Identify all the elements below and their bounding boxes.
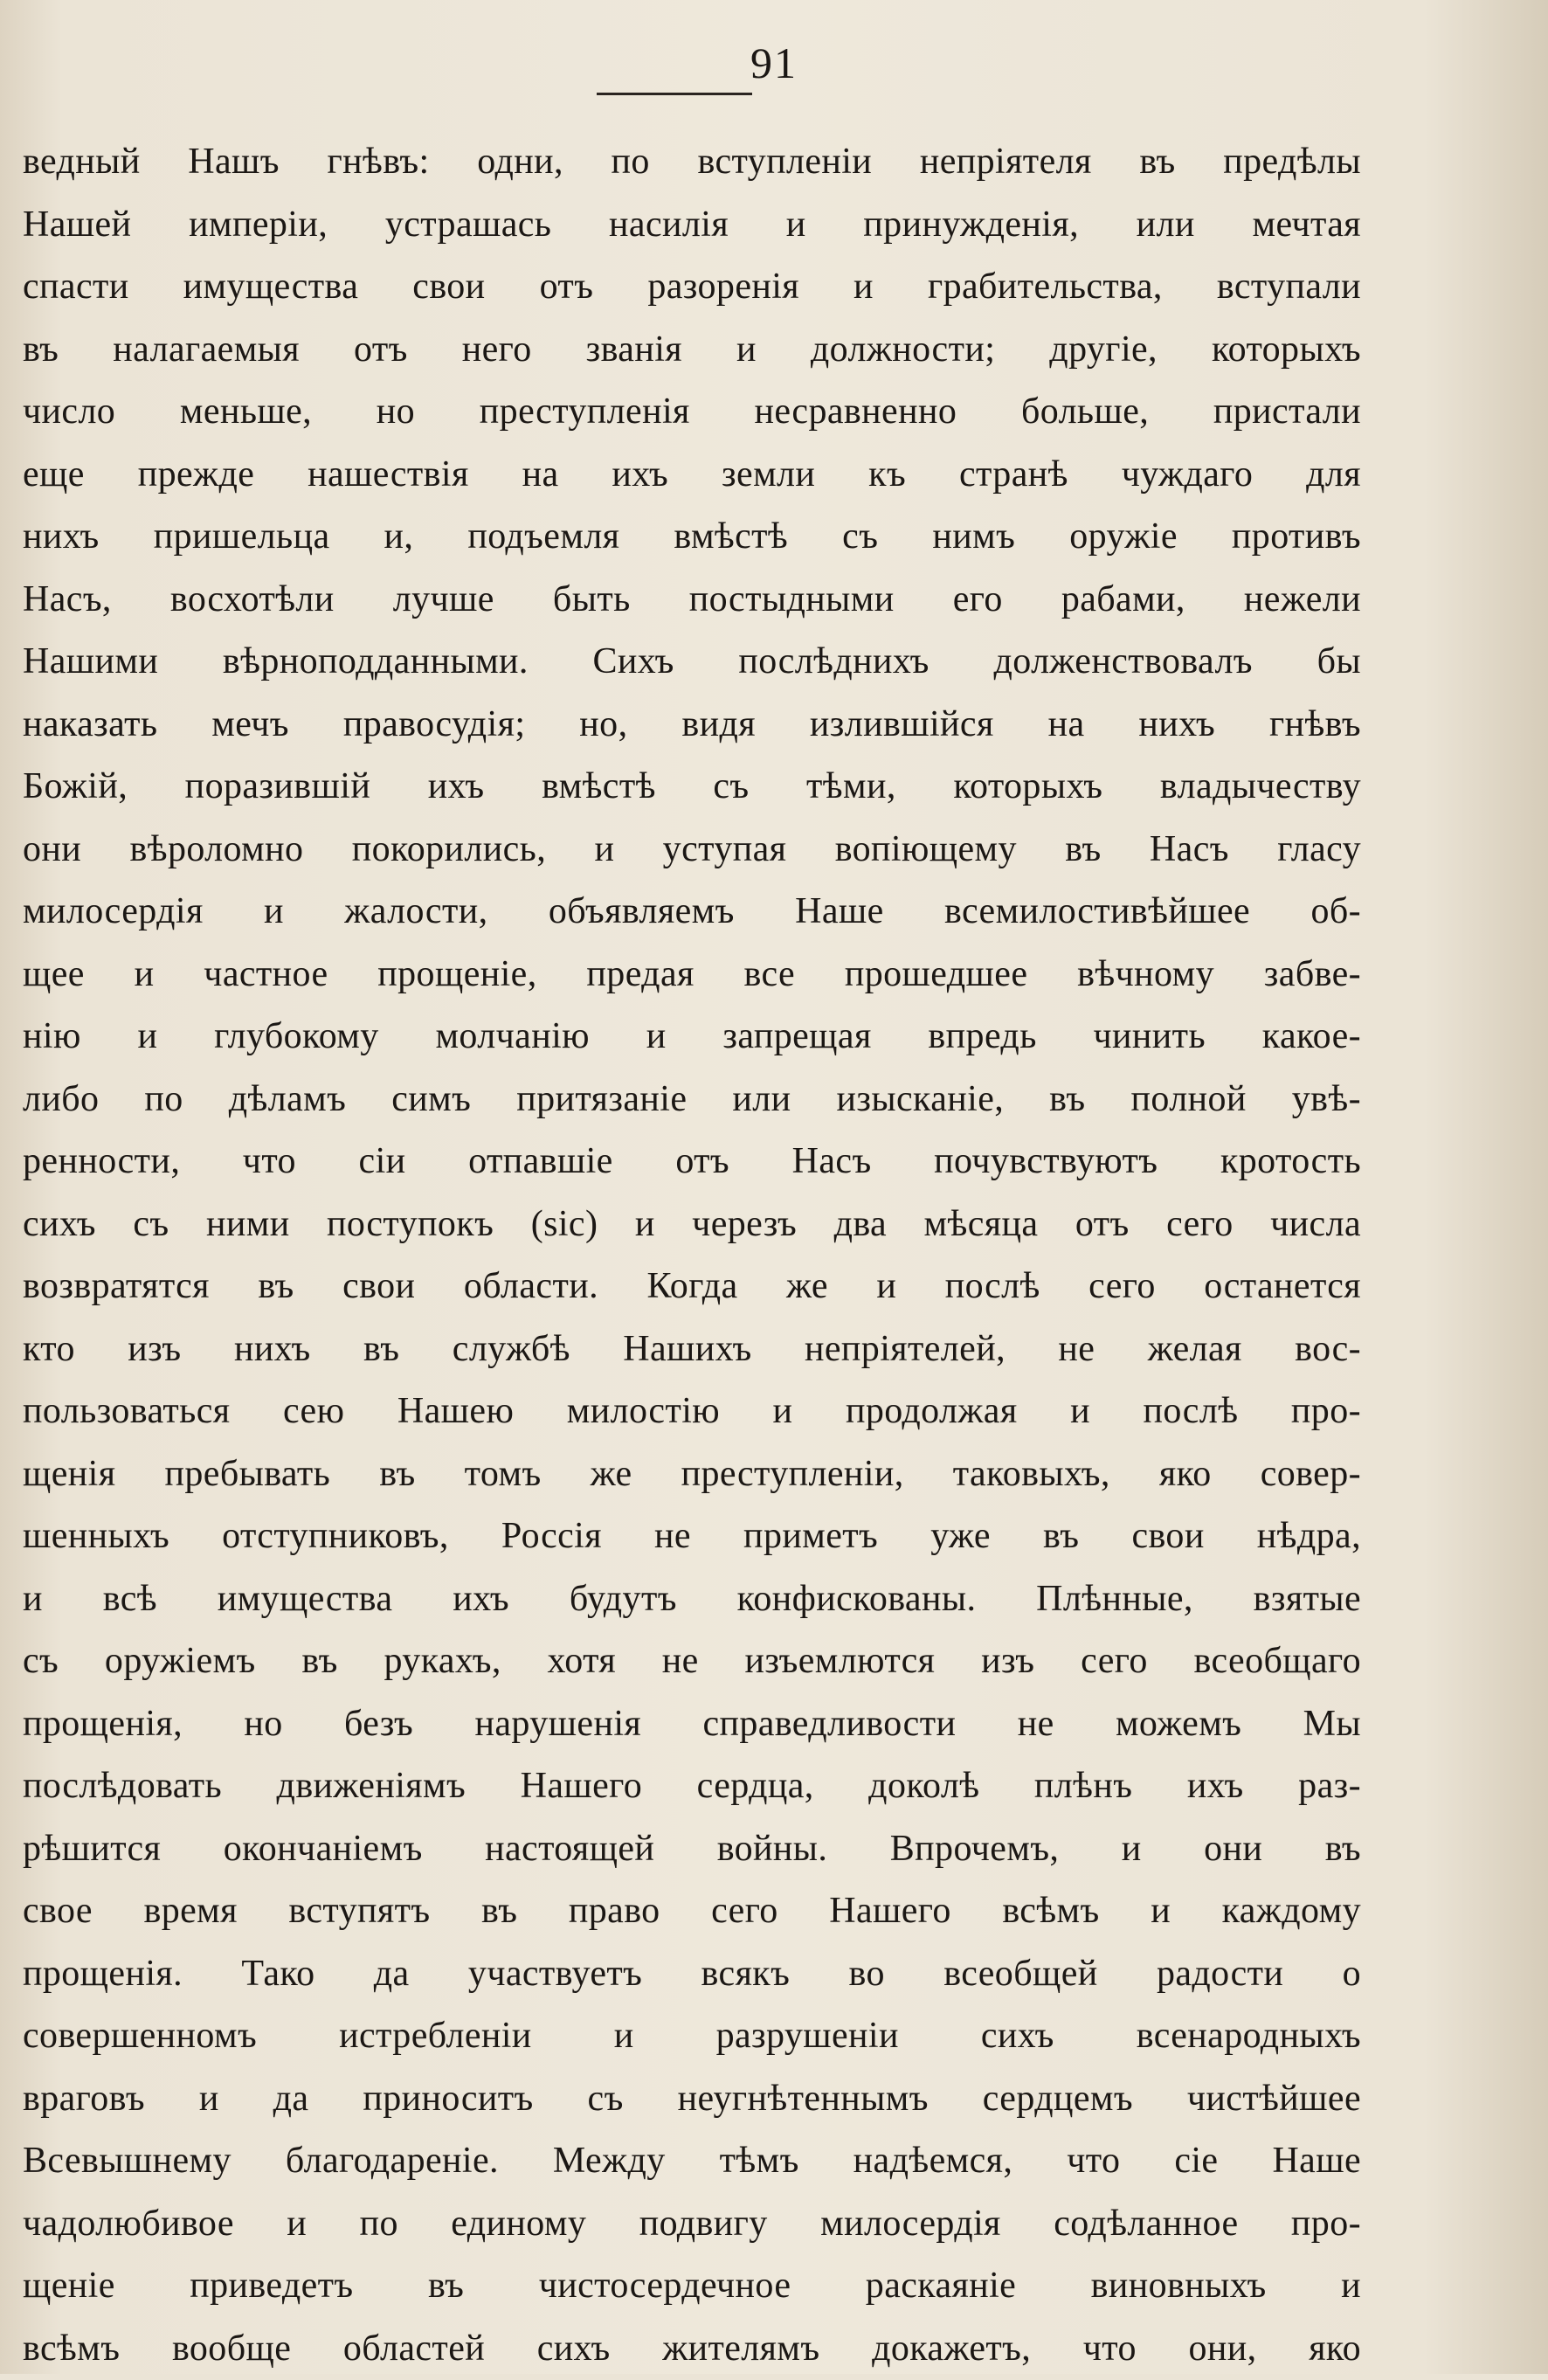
text-line: Божій, поразившій ихъ вмѣстѣ съ тѣми, которыхъ владычеству xyxy=(23,756,1361,819)
text-line: ренности, что сіи отпавшіе отъ Насъ почувствуютъ кротость xyxy=(23,1131,1361,1193)
header-rule xyxy=(597,93,752,95)
text-line: Нашими вѣрноподданными. Сихъ послѣднихъ долженствовалъ бы xyxy=(23,631,1361,694)
text-line: сихъ съ ними поступокъ (sic) и черезъ два мѣсяца отъ сего числа xyxy=(23,1193,1361,1256)
text-line: ведный Нашъ гнѣвъ: одни, по вступленіи непріятеля въ предѣлы xyxy=(23,131,1361,194)
text-line: пользоваться сею Нашею милостію и продолжая и послѣ про- xyxy=(23,1380,1361,1443)
body-text xyxy=(23,131,1361,2380)
text-line: шенныхъ отступниковъ, Россія не приметъ уже въ свои нѣдра, xyxy=(23,1505,1361,1568)
text-line: въ налагаемыя отъ него званія и должности; другіе, которыхъ xyxy=(23,319,1361,382)
text-line: число меньше, но преступленія несравненно больше, пристали xyxy=(23,381,1361,444)
text-line: послѣдовать движеніямъ Нашего сердца, доколѣ плѣнъ ихъ раз- xyxy=(23,1755,1361,1818)
text-line: кто изъ нихъ въ службѣ Нашихъ непріятелей, не желая вос- xyxy=(23,1318,1361,1381)
text-line: спасти имущества свои отъ разоренія и грабительства, вступали xyxy=(23,256,1361,319)
text-line: свое время вступятъ въ право сего Нашего всѣмъ и каждому xyxy=(23,1880,1361,1943)
text-line: щее и частное прощеніе, предая все прошедшее вѣчному забве- xyxy=(23,944,1361,1007)
text-line: нихъ пришельца и, подъемля вмѣстѣ съ нимъ оружіе противъ xyxy=(23,506,1361,569)
text-line: и всѣ имущества ихъ будутъ конфискованы. Плѣнные, взятые xyxy=(23,1568,1361,1631)
text-line: возвратятся въ свои области. Когда же и послѣ сего останется xyxy=(23,1256,1361,1318)
text-line: милосердія и жалости, объявляемъ Наше всемилостивѣйшее об- xyxy=(23,881,1361,944)
text-line: еще прежде нашествія на ихъ земли къ странѣ чуждаго для xyxy=(23,444,1361,507)
text-line: прощенія, но безъ нарушенія справедливости не можемъ Мы xyxy=(23,1693,1361,1756)
text-line: щеніе приведетъ въ чистосердечное раскаяніе виновныхъ и xyxy=(23,2255,1361,2318)
text-line: чадолюбивое и по единому подвигу милосердія содѣланное про- xyxy=(23,2193,1361,2256)
page-number: 91 xyxy=(0,37,1548,89)
text-line: нію и глубокому молчанію и запрещая впредь чинить какое- xyxy=(23,1006,1361,1069)
text-line: щенія пребывать въ томъ же преступленіи, таковыхъ, яко совер- xyxy=(23,1443,1361,1506)
text-line: Насъ, восхотѣли лучше быть постыдными его рабами, нежели xyxy=(23,569,1361,632)
text-line: наказать мечъ правосудія; но, видя излившійся на нихъ гнѣвъ xyxy=(23,694,1361,757)
text-line: совершенномъ истребленіи и разрушеніи сихъ всенародныхъ xyxy=(23,2005,1361,2068)
text-line: Нашей имперіи, устрашась насилія и принужденія, или мечтая xyxy=(23,194,1361,257)
text-line: враговъ и да приноситъ съ неугнѣтеннымъ сердцемъ чистѣйшее xyxy=(23,2068,1361,2131)
text-line: они вѣроломно покорились, и уступая вопіющему въ Насъ гласу xyxy=(23,819,1361,882)
text-line: всѣмъ вообще областей сихъ жителямъ докажетъ, что они, яко xyxy=(23,2318,1361,2380)
text-line: либо по дѣламъ симъ притязаніе или изысканіе, въ полной увѣ- xyxy=(23,1069,1361,1131)
text-line: прощенія. Тако да участвуетъ всякъ во всеобщей радости о xyxy=(23,1943,1361,2006)
text-line: съ оружіемъ въ рукахъ, хотя не изъемлются изъ сего всеобщаго xyxy=(23,1630,1361,1693)
text-line: рѣшится окончаніемъ настоящей войны. Впрочемъ, и они въ xyxy=(23,1818,1361,1881)
text-line: Всевышнему благодареніе. Между тѣмъ надѣемся, что сіе Наше xyxy=(23,2130,1361,2193)
